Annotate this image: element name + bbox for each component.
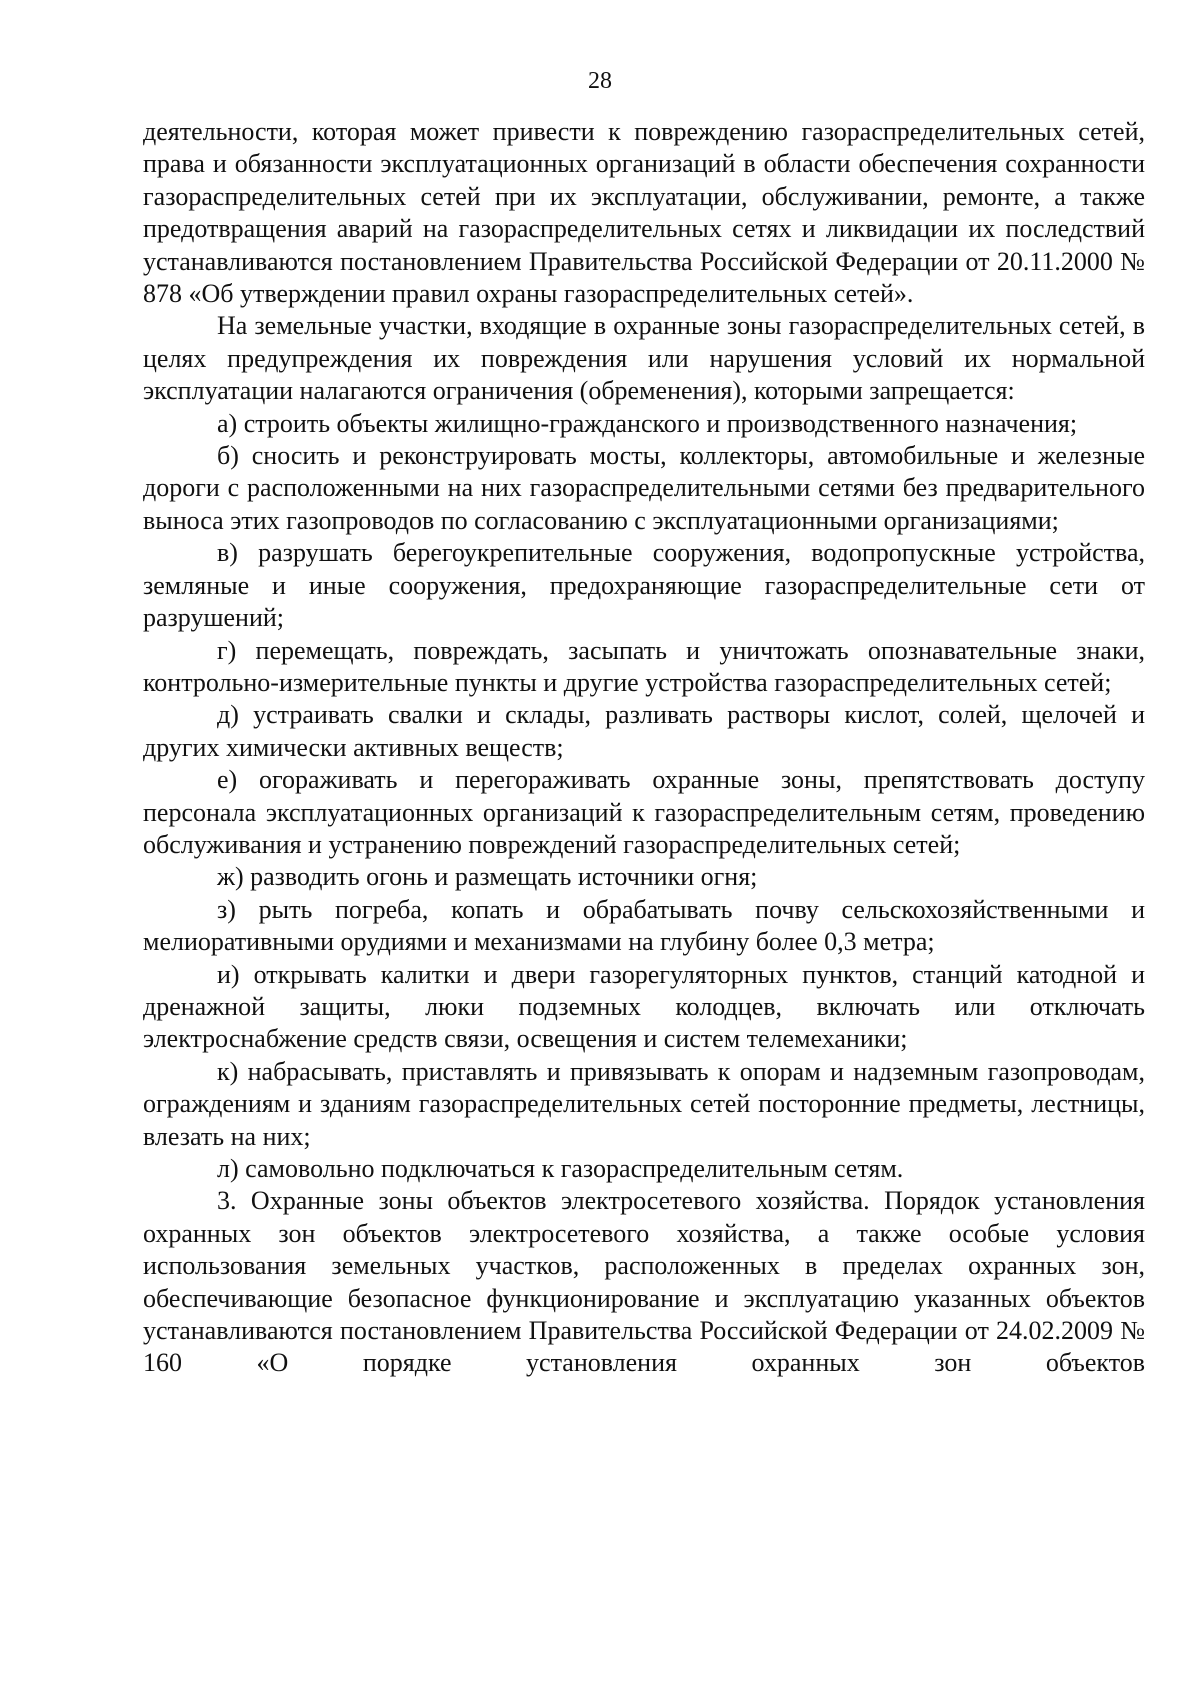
list-item-i: и) открывать калитки и двери газорегуляторных пунктов, станций катодной и дренажной защиты, люки подземных колодцев, включать или отключать электроснабжение средств связи, освещения и систем телемеханики; (143, 959, 1145, 1054)
list-item-l: л) самовольно подключаться к газораспределительным сетям. (217, 1154, 904, 1183)
list-item-d: д) устраивать свалки и склады, разливать растворы кислот, солей, щелочей и других химически активных веществ; (143, 700, 1145, 762)
page-number: 28 (588, 68, 612, 94)
document-body (143, 116, 1145, 1380)
list-item-g: г) перемещать, повреждать, засыпать и уничтожать опознавательные знаки, контрольно-измерительные пункты и другие устройства газораспределительных сетей; (143, 635, 1145, 697)
list-item-b: б) сносить и реконструировать мосты, коллекторы, автомобильные и железные дороги с расположенными на них газораспределительными сетями без предварительного выноса этих газопроводов по согласованию с эксплуатационными организациями; (143, 441, 1145, 535)
list-item-zh: ж) разводить огонь и размещать источники огня; (217, 862, 758, 892)
list-item-e: е) огораживать и перегораживать охранные зоны, препятствовать доступу персонала эксплуатационных организаций к газораспределительным сетям, проведению обслуживания и устранению повреждений газораспределительных сетей; (143, 765, 1145, 859)
section-3-paragraph: 3. Охранные зоны объектов электросетевого хозяйства. Порядок установления охранных зон объектов электросетевого хозяйства, а также особые условия использования земельных участков, расположенных в пределах охранных зон, обеспечивающие безопасное функционирование и эксплуатацию указанных объектов устанавливаются постановлением Правительства Российской Федерации от 24.02.2009 № 160 «О порядке установления охранных зон объектов (143, 1186, 1145, 1378)
list-item-v: в) разрушать берегоукрепительные сооружения, водопропускные устройства, земляные и иные сооружения, предохраняющие газораспределительные сети от разрушений; (143, 538, 1145, 633)
list-item-a: а) строить объекты жилищно-гражданского и производственного назначения; (217, 408, 1078, 438)
list-item-z: з) рыть погреба, копать и обрабатывать почву сельскохозяйственными и мелиоративными орудиями и механизмами на глубину более 0,3 метра; (143, 894, 1145, 957)
list-item-k: к) набрасывать, приставлять и привязывать к опорам и надземным газопроводам, ограждениям и зданиям газораспределительных сетей посторонние предметы, лестницы, влезать на них; (143, 1056, 1145, 1151)
paragraph-restrictions-intro: На земельные участки, входящие в охранные зоны газораспределительных сетей, в целях предупреждения их повреждения или нарушения условий их нормальной эксплуатации налагаются ограничения (обременения), которыми запрещается: (143, 311, 1145, 406)
paragraph-continuation: деятельности, которая может привести к повреждению газораспределительных сетей, права и обязанности эксплуатационных организаций в области обеспечения сохранности газораспределительных сетей при их эксплуатации, обслуживании, ремонте, а также предотвращения аварий на газораспределительных сетях и ликвидации их последствий устанавливаются постановлением Правительства Российской Федерации от 20.11.2000 № 878 «Об утверждении правил охраны газораспределительных сетей». (143, 117, 1145, 309)
